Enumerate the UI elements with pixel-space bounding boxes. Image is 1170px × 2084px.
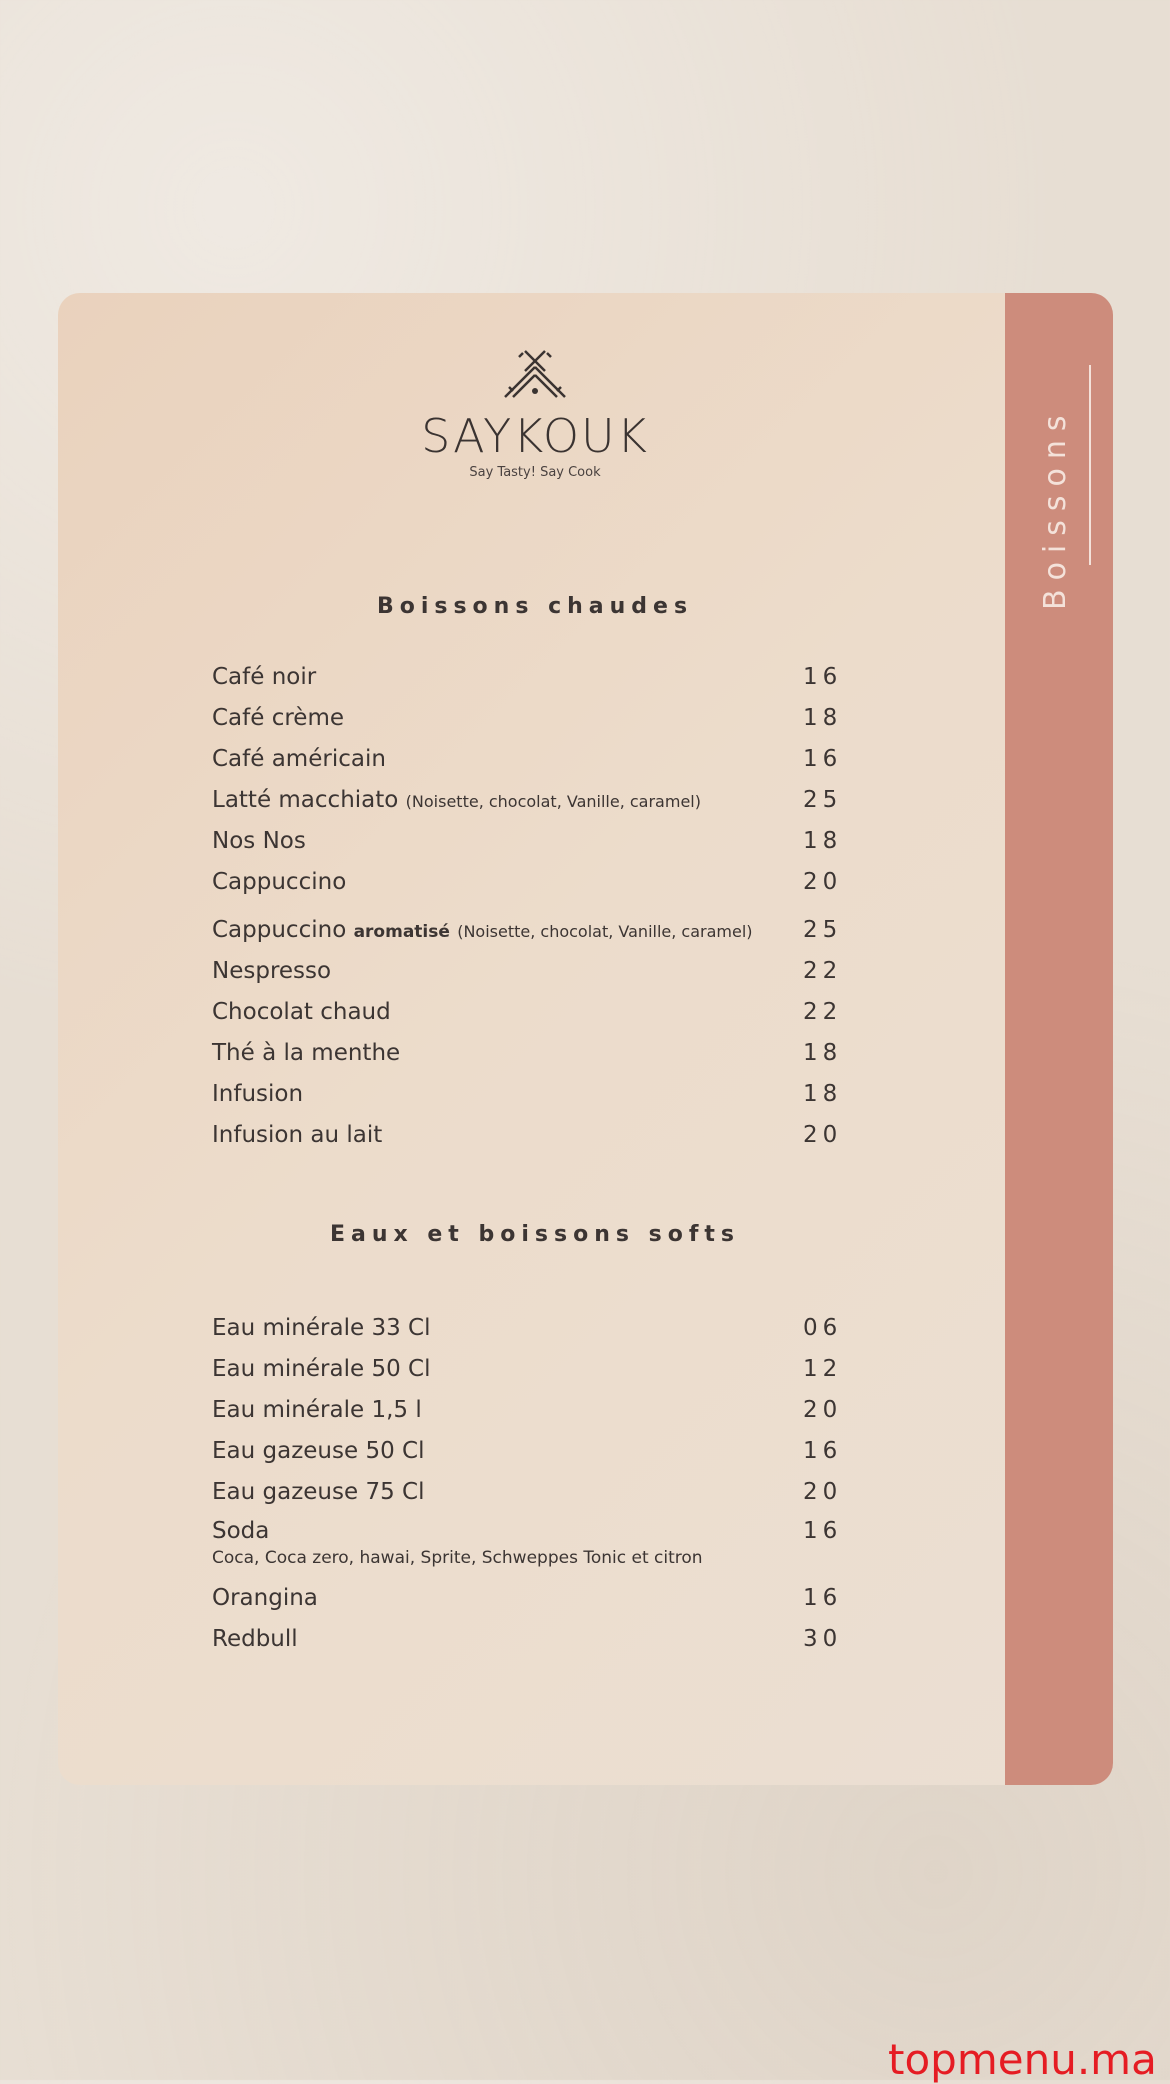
item-emphasis: aromatisé [353,922,450,942]
item-price: 20 [803,869,843,895]
item-price: 16 [803,1585,843,1611]
site-watermark: topmenu.ma [888,2035,1157,2084]
menu-item: Eau minérale 1,5 l [212,1397,422,1423]
side-divider [1089,365,1091,565]
menu-item: Infusion [212,1081,304,1107]
menu-item: Nos Nos [212,828,306,854]
section-title-waters-softs: Eaux et boissons softs [330,1222,740,1247]
item-price: 16 [803,1518,843,1544]
item-price: 22 [803,958,843,984]
item-price: 25 [803,787,843,813]
side-label: Boissons [1038,406,1073,610]
menu-item: Cappuccino aromatisé (Noisette, chocolat, Vanille, caramel) [212,917,753,943]
item-subtext: Coca, Coca zero, hawai, Sprite, Schweppes Tonic et citron [212,1548,703,1568]
menu-item: Orangina [212,1585,318,1611]
item-price: 20 [803,1479,843,1505]
item-price: 20 [803,1122,843,1148]
item-price: 18 [803,1081,843,1107]
item-price: 20 [803,1397,843,1423]
menu-item: Café crème [212,705,345,731]
item-price: 18 [803,705,843,731]
item-price: 16 [803,1438,843,1464]
item-price: 12 [803,1356,843,1382]
item-price: 18 [803,828,843,854]
menu-item: Chocolat chaud [212,999,391,1025]
item-note: (Noisette, chocolat, Vanille, caramel) [457,922,753,941]
menu-item: Café américain [212,746,386,772]
menu-item: Café noir [212,664,317,690]
brand-logo [390,345,680,480]
menu-item: Thé à la menthe [212,1040,401,1066]
item-price: 22 [803,999,843,1025]
menu-item: Soda [212,1518,270,1544]
menu-item: Redbull [212,1626,298,1652]
menu-item: Cappuccino [212,869,347,895]
item-price: 16 [803,664,843,690]
menu-item: Eau minérale 33 Cl [212,1315,431,1341]
menu-item: Eau gazeuse 75 Cl [212,1479,425,1505]
item-price: 16 [803,746,843,772]
brand-name: SAYKOUK [421,409,649,463]
item-price: 06 [803,1315,843,1341]
menu-item: Nespresso [212,958,332,984]
item-price: 18 [803,1040,843,1066]
menu-item: Infusion au lait [212,1122,383,1148]
brand-tagline: Say Tasty! Say Cook [469,465,601,480]
section-title-hot-drinks: Boissons chaudes [376,594,694,619]
item-price: 30 [803,1626,843,1652]
menu-item: Eau minérale 50 Cl [212,1356,431,1382]
item-note: (Noisette, chocolat, Vanille, caramel) [405,792,701,811]
menu-item: Eau gazeuse 50 Cl [212,1438,425,1464]
menu-item: Latté macchiato (Noisette, chocolat, Vanille, caramel) [212,787,701,813]
brand-emblem-icon [499,345,571,403]
item-price: 25 [803,917,843,943]
